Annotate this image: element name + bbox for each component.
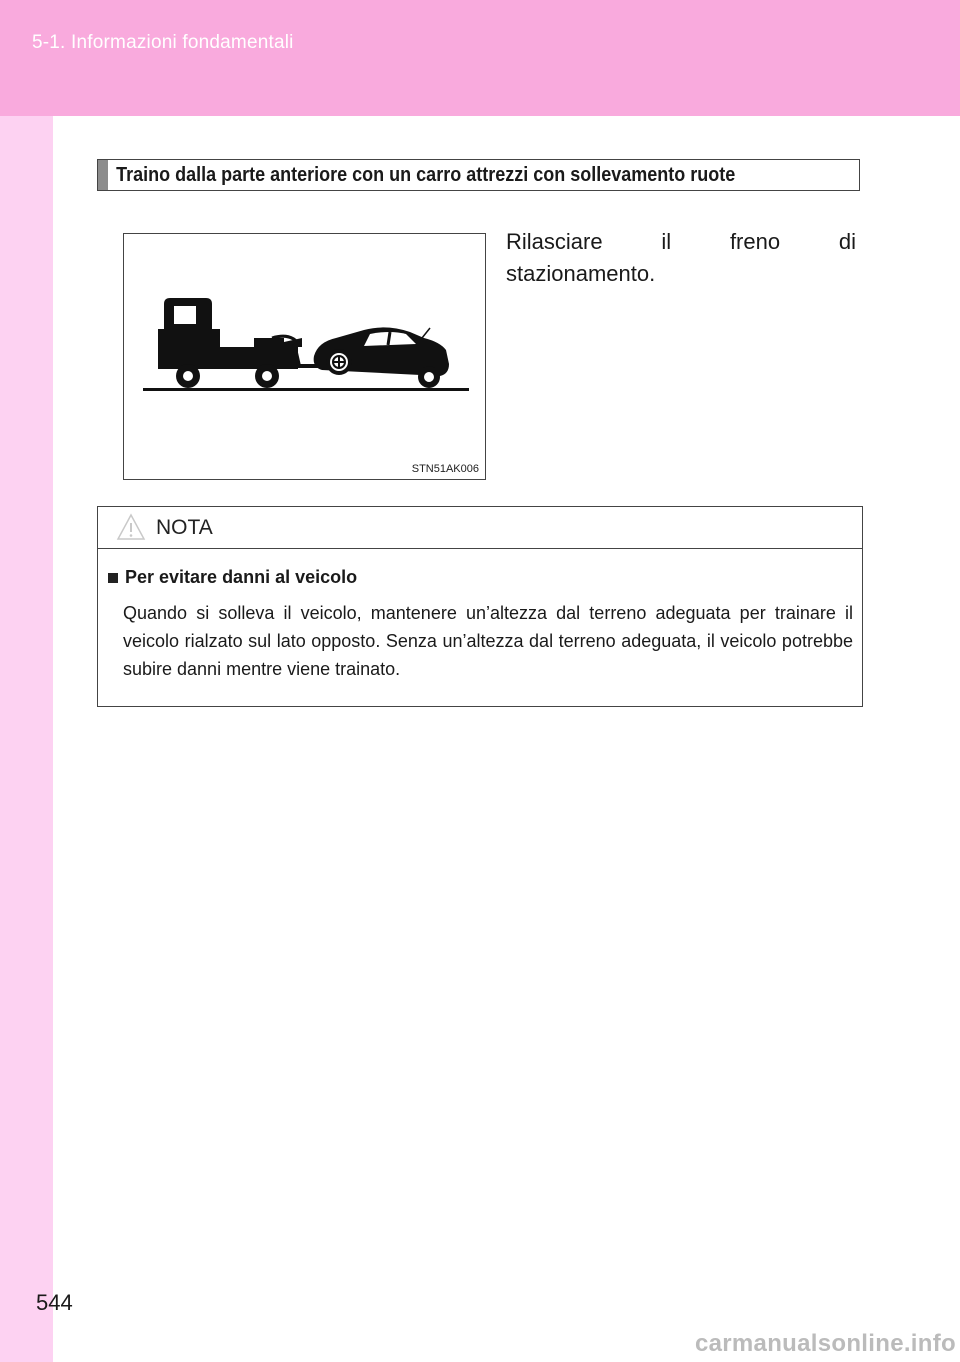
page-number: 544 [36,1290,73,1315]
bullet-square-icon [108,573,118,583]
instruction-word: il [661,229,672,254]
notice-subheading [108,567,357,588]
instruction-word: Rilasciare [506,229,603,254]
heading-bar [98,160,108,190]
warning-triangle-icon [116,513,146,541]
instruction-line-1 [506,226,856,258]
side-strip [0,116,53,1362]
notice-subheading-text: Per evitare danni al veicolo [125,567,358,587]
notice-title: NOTA [156,516,213,539]
instruction-line-2: stazionamento. [506,261,656,286]
instruction-word: freno [729,229,781,254]
section-label: 5-1. Informazioni fondamentali [32,32,294,53]
section-heading [97,159,860,191]
header-band [0,0,960,116]
instruction-word: di [838,229,856,254]
tow-truck-lifting-car-illustration [124,234,485,479]
tow-illustration [123,233,486,480]
instruction-text [506,226,856,290]
notice-body: Quando si solleva il veicolo, mantenere un’altezza dal terreno adeguata per trainare il veicolo rialzato sul lato opposto. Senza un’altezza dal terreno adeguata, il veicolo potrebbe subire danni mentre viene trainato. [123,603,853,679]
notice-header [98,507,862,549]
figure-code: STN51AK006 [411,463,479,475]
watermark: carmanualsonline.info [694,1330,956,1357]
section-heading-text: Traino dalla parte anteriore con un carro attrezzi con sollevamento ruote [116,163,736,186]
notice-box [97,506,863,707]
